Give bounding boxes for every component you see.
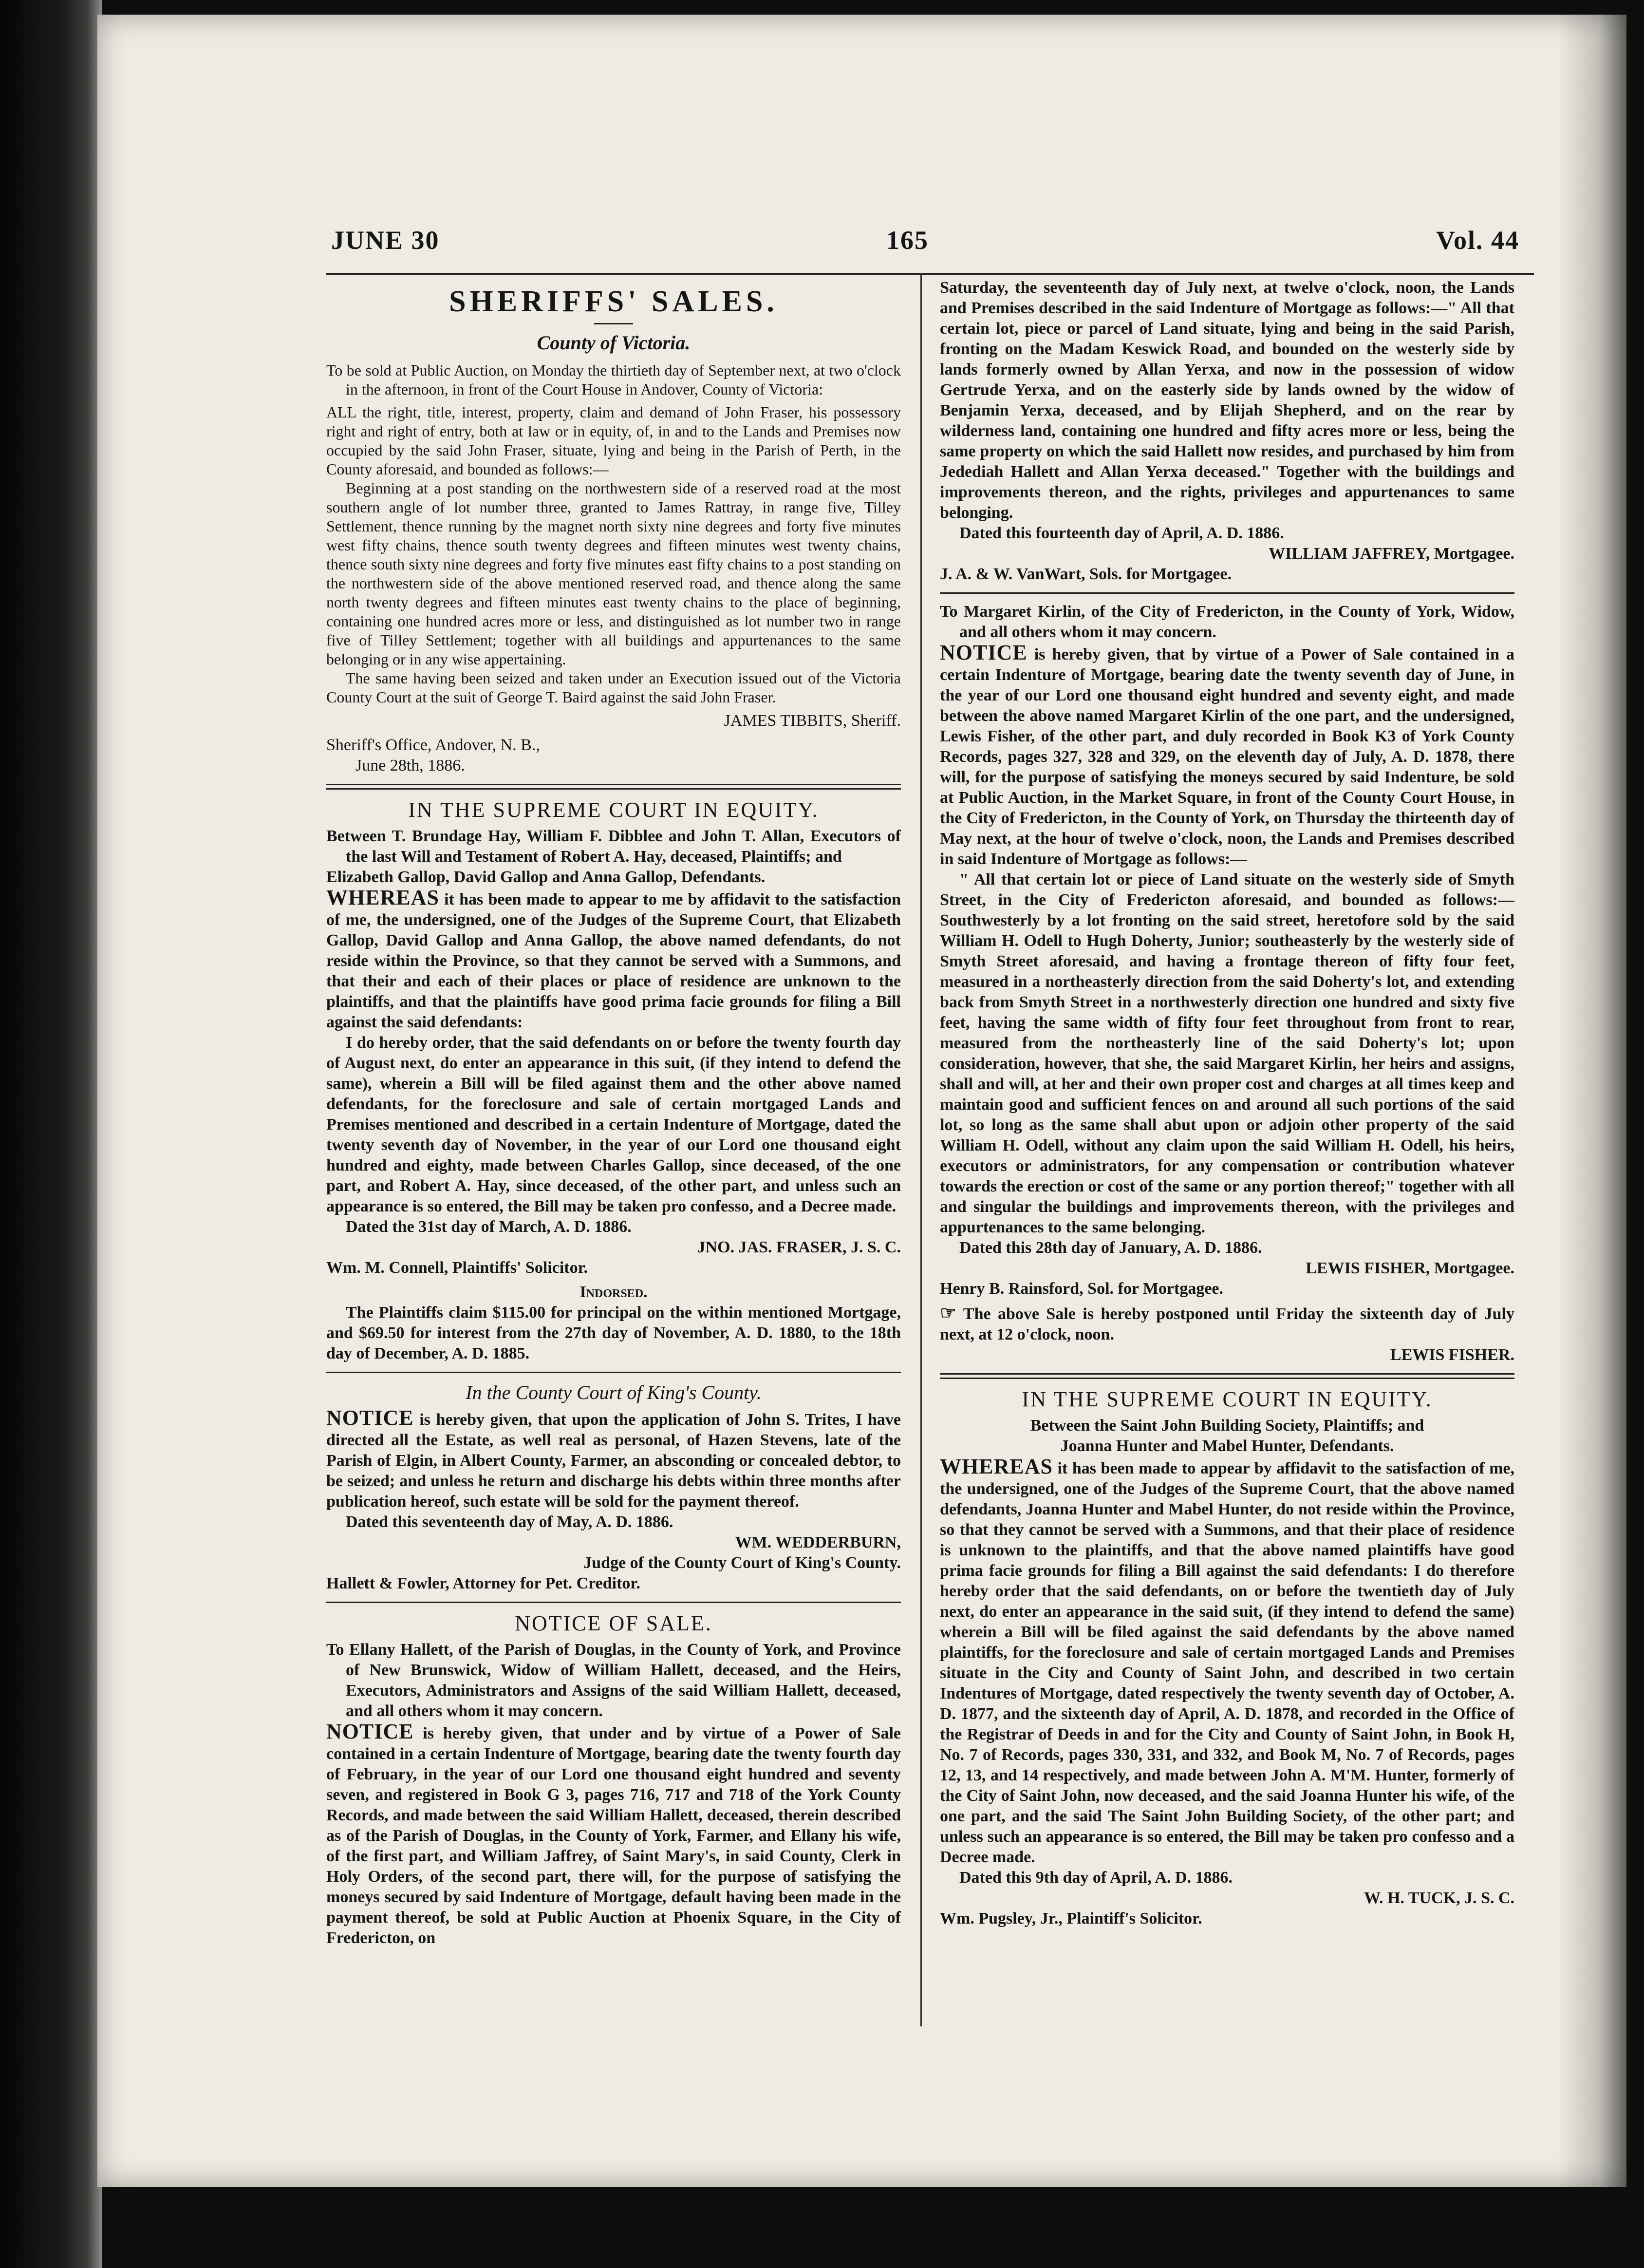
section-rule — [326, 1602, 901, 1603]
indorsed-heading: Indorsed. — [579, 1283, 648, 1301]
equity-dated: Dated this 9th day of April, A. D. 1886. — [959, 1869, 1233, 1887]
kings-county-title: In the County Court of King's County. — [466, 1381, 762, 1403]
kings-dated: Dated this seventeenth day of May, A. D. 1886. — [346, 1513, 673, 1531]
kirlin-postponed-signature: LEWIS FISHER. — [1390, 1346, 1514, 1364]
newspaper-page — [97, 15, 1626, 2187]
section-rule — [326, 1372, 901, 1373]
sale-continued-body: Saturday, the seventeenth day of July next, at twelve o'clock, noon, the Lands and Premises described in the said Indenture of Mortgage as follows:—" All that certain lot, piece or parcel of Land situate, lying and being in the said Parish, fronting on the Madam Keswick Road, and bounded on the westerly side by lands formerly owned by Allan Yerxa, and now in the possession of widow Gertrude Yerxa, and on the easterly side by lands owned by the widow of Benjamin Yerxa, deceased, and by Elijah Shepherd, and on the rear by wilderness land, containing one hundred and fifty acres more or less, being the same property on which the said Hallett now resides, and purchased by him from Jedediah Hallett and Allan Yerxa deceased." Together with the buildings and improvements thereon, and the rights, privileges and appurtenances to same belonging. — [940, 279, 1514, 522]
equity-solicitor: Wm. Pugsley, Jr., Plaintiff's Solicitor. — [940, 1909, 1202, 1928]
sale-body: is hereby given, that under and by virtue of a Power of Sale contained in a certain Indenture of Mortgage, bearing date the twenty fourth day of February, in the year of our Lord one thousand eight hundred and seventy seven, and registered in Book G 3, pages 716, 717 and 718 of the York County Records, and made between the said William Hallett, deceased, therein described as of the Parish of Douglas, in the County of York, Farmer, and Ellany his wife, of the first part, and William Jaffrey, of Saint Mary's, in said County, Clerk in Holy Orders, of the second part, there will, for the purpose of satisfying the moneys secured by said Indenture of Mortgage, default having been made in the payment thereof, be sold at Public Auction at Phoenix Square, in the City of Fredericton, on — [326, 1724, 901, 1947]
sheriff-signature: JAMES TIBBITS, Sheriff. — [724, 712, 901, 730]
kirlin-body-1: is hereby given, that by virtue of a Power of Sale contained in a certain Indenture of Mortgage, bearing date the twenty seventh day of June, in the year of our Lord one thousand eight hundred and seventy eight, and made between the above named Margaret Kirlin of the one part, and the undersigned, Lewis Fisher, of the other part, and duly recorded in Book K3 of York County Records, pages 327, 328 and 329, on the eleventh day of July, A. D. 1878, there will, for the purpose of satisfying the moneys secured by said Indenture, be sold at Public Auction, in the Market Square, in front of the County Court House, in the City of Fredericton, in the County of York, on Thursday the thirteenth day of May next, at the hour of twelve o'clock, noon, the Lands and Premises described in said Indenture of Mortgage as follows:— — [940, 645, 1514, 868]
title-rule — [594, 323, 633, 324]
left-column — [326, 278, 901, 2026]
equity-parties-1: Between the Saint John Building Society, Plaintiffs; and — [1030, 1417, 1424, 1435]
sheriff-intro: To be sold at Public Auction, on Monday the thirtieth day of September next, at two o'clock in the afternoon, in front of the Court House in Andover, County of Victoria: — [326, 361, 901, 398]
equity-dated: Dated the 31st day of March, A. D. 1886. — [346, 1218, 632, 1236]
section-rule — [326, 784, 901, 790]
equity-notice-hay — [326, 797, 901, 1364]
equity-title: IN THE SUPREME COURT IN EQUITY. — [1022, 1387, 1433, 1411]
page-header — [326, 219, 1534, 275]
equity-parties-1: Between T. Brundage Hay, William F. Dibblee and John T. Allan, Executors of the last Will and Testament of Robert A. Hay, deceased, Plaintiffs; and — [326, 827, 901, 866]
sheriff-paragraph-3: The same having been seized and taken under an Execution issued out of the Victoria County Court at the suit of George T. Baird against the said John Fraser. — [326, 669, 901, 706]
notice-of-sale-hallett — [326, 1611, 901, 1948]
kirlin-body-2: " All that certain lot or piece of Land situate on the westerly side of Smyth Street, in the City of Fredericton aforesaid, and bounded as follows:—Southwesterly by a lot fronting on the said street, heretofore sold by the said William H. Odell to Hugh Doherty, Junior; southeasterly by the westerly side of Smyth Street aforesaid, and having a frontage thereon of fifty four feet, measured in a northeasterly direction from the said Doherty's lot, and extending back from Smyth Street in a northwesterly direction one hundred and sixty five feet, having the same width of fifty four feet throughout from front to rear, measured from the northeasterly line of the said Doherty's lot; upon consideration, however, that she, the said Margaret Kirlin, her heirs and assigns, shall and will, at her and their own proper cost and charges at all times keep and maintain good and sufficient fences on and around all such portions of the said lot, so long as the same shall abut upon or adjoin other property of the said William H. Odell, without any claim upon the said William H. Odell, his heirs, executors or administrators, for any compensation or contribution whatever towards the erection or cost of the same or any portion thereof;" together with all and singular the buildings and improvements thereon, with the privileges and appurtenances to the same belonging. — [940, 870, 1514, 1236]
kings-attorney: Hallett & Fowler, Attorney for Pet. Creditor. — [326, 1574, 640, 1592]
notice-lead: NOTICE — [326, 1406, 414, 1430]
sheriff-office-date: June 28th, 1886. — [355, 756, 465, 775]
equity-judge: W. H. TUCK, J. S. C. — [1364, 1889, 1514, 1907]
column-divider — [920, 273, 922, 2026]
pointing-hand-icon: ☞ — [940, 1303, 957, 1323]
whereas-lead: WHEREAS — [326, 886, 439, 909]
equity-body: it has been made to appear by affidavit to the satisfaction of me, the undersigned, one of the Judges of the Supreme Court, that the above named defendants, Joanna Hunter and Mabel Hunter, do not reside within the Province, so that they cannot be served with a Summons, and that their place of residence is unknown to the plaintiffs, and that the above named plaintiffs have good prima facie grounds for filing a Bill against the said defendants: I do therefore hereby order that the said defendants, on or before the twentieth day of July next, do enter an appearance in the said suit, (if they intend to defend the same) wherein a Bill will be filed against the said defendants by the above named plaintiffs, for the foreclosure and sale of certain mortgaged Lands and Premises situate in the City and County of Saint John, and described in two certain Indentures of Mortgage, dated respectively the twenty seventh day of October, A. D. 1877, and the sixteenth day of April, A. D. 1878, and recorded in the Office of the Registrar of Deeds in and for the City and County of Saint John, in Book H, No. 7 of Records, pages 330, 331, and 332, and Book M, No. 7 of Records, pages 12, 13, and 14 respectively, and made between John A. M'M. Hunter, formerly of the City of Saint John, now deceased, and the said Joanna Hunter his wife, of the one part, and the said The Saint John Building Society, of the other part; and unless such an appearance is so entered, the Bill may be taken pro confesso and a Decree made. — [940, 1459, 1514, 1866]
county-heading: County of Victoria. — [537, 332, 691, 354]
header-page-number: 165 — [886, 226, 929, 255]
equity-parties-2: Joanna Hunter and Mabel Hunter, Defendants. — [1060, 1437, 1394, 1455]
kirlin-solicitor: Henry B. Rainsford, Sol. for Mortgagee. — [940, 1280, 1224, 1298]
kings-body: is hereby given, that upon the application of John S. Trites, I have directed all the Estate, as well real as personal, of Hazen Stevens, late of the Parish of Elgin, in Albert County, Farmer, an absconding or concealed debtor, to be seized; and unless he return and discharge his debts within three months after publication hereof, such estate will be sold for the payment thereof. — [326, 1411, 901, 1511]
indorsed-text: The Plaintiffs claim $115.00 for principal on the within mentioned Mortgage, and $69.50 for interest from the 27th day of November, A. D. 1880, to the 18th day of December, A. D. 1885. — [326, 1304, 901, 1362]
right-column — [940, 278, 1514, 2026]
equity-body-1: it has been made to appear to me by affidavit to the satisfaction of me, the undersigned, one of the Judges of the Supreme Court, that Elizabeth Gallop, David Gallop and Anna Gallop, the above named defendants, do not reside within the Province, so that they cannot be served with a Summons, and that their and each of their places or place of residence are unknown to the plaintiffs, and that the plaintiffs have good prima facie grounds for filing a Bill against the said defendants: — [326, 890, 901, 1031]
scan-background — [0, 0, 102, 2268]
kirlin-dated: Dated this 28th day of January, A. D. 1886. — [959, 1239, 1262, 1257]
sale-to: To Ellany Hallett, of the Parish of Douglas, in the County of York, and Province of New Brunswick, Widow of William Hallett, deceased, and the Heirs, Executors, Administrators and Assigns of the said William Hallett, deceased, and all others whom it may concern. — [326, 1641, 901, 1720]
page-content — [326, 219, 1534, 2031]
equity-body-2: I do hereby order, that the said defendants on or before the twenty fourth day of August next, do enter an appearance in this suit, (if they intend to defend the same), wherein a Bill will be filed against them and the other above named defendants, for the foreclosure and sale of certain mortgaged Lands and Premises mentioned and described in a certain Indenture of Mortgage, dated the twenty seventh day of November, in the year of our Lord one thousand eight hundred and eighty, made between Charles Gallop, since deceased, of the one part, and Robert A. Hay, since deceased, of the other part, and unless such an appearance is so entered, the Bill may be taken pro confesso, and a Decree made. — [326, 1034, 901, 1215]
sheriff-sale-notice — [326, 284, 901, 776]
header-date: JUNE 30 — [331, 226, 440, 255]
sheriff-paragraph-1: ALL the right, title, interest, property, claim and demand of John Fraser, his possessory right and right of entry, both at law or in equity, of, in and to the Lands and Premises now occupied by the said John Fraser, situate, lying and being in the Parish of Perth, in the County aforesaid, and bounded as follows:— — [326, 403, 901, 478]
header-volume: Vol. 44 — [1436, 226, 1519, 255]
notice-of-sale-continued — [940, 278, 1514, 585]
sale-continued-signature: WILLIAM JAFFREY, Mortgagee. — [1269, 545, 1514, 563]
notice-lead: NOTICE — [940, 641, 1028, 664]
kings-role: Judge of the County Court of King's County. — [583, 1554, 901, 1572]
page-fold-shadow — [1558, 15, 1626, 2187]
sheriff-office: Sheriff's Office, Andover, N. B., — [326, 736, 540, 754]
equity-judge: JNO. JAS. FRASER, J. S. C. — [697, 1238, 901, 1256]
equity-parties-2: Elizabeth Gallop, David Gallop and Anna Gallop, Defendants. — [326, 868, 766, 886]
kirlin-notice — [940, 602, 1514, 1365]
kirlin-to: To Margaret Kirlin, of the City of Fredericton, in the County of York, Widow, and all others whom it may concern. — [940, 603, 1514, 641]
notice-lead: NOTICE — [326, 1720, 414, 1743]
kirlin-signature: LEWIS FISHER, Mortgagee. — [1306, 1259, 1514, 1277]
section-rule — [940, 1373, 1514, 1379]
equity-title: IN THE SUPREME COURT IN EQUITY. — [408, 798, 819, 822]
section-rule — [940, 592, 1514, 594]
equity-solicitor: Wm. M. Connell, Plaintiffs' Solicitor. — [326, 1259, 588, 1277]
equity-notice-hunter — [940, 1387, 1514, 1929]
kirlin-postponed: The above Sale is hereby postponed until Friday the sixteenth day of July next, at 12 o'clock, noon. — [940, 1305, 1514, 1343]
whereas-lead: WHEREAS — [940, 1455, 1053, 1478]
sheriff-sale-title: SHERIFFS' SALES. — [449, 285, 778, 318]
kings-name: WM. WEDDERBURN, — [735, 1533, 901, 1551]
sale-title: NOTICE OF SALE. — [515, 1611, 712, 1635]
sheriff-paragraph-2: Beginning at a post standing on the northwestern side of a reserved road at the most southern angle of lot number three, granted to James Rattray, in range five, Tilley Settlement, thence running by the magnet north sixty nine degrees and forty five minutes west fifty chains, thence south twenty degrees and fifteen minutes west twenty chains, thence south sixty nine degrees and forty five minutes east fifty chains to a post standing on the northwestern side of the above mentioned reserved road, and thence along the same north twenty degrees and fifteen minutes east twenty chains to the place of beginning, containing one hundred acres more or less, and distinguished as lot number two in range five of Tilley Settlement; together with all buildings and appurtenances to the same belonging or in any wise appertaining. — [326, 479, 901, 668]
sale-continued-dated: Dated this fourteenth day of April, A. D. 1886. — [959, 524, 1284, 542]
sale-continued-solicitors: J. A. & W. VanWart, Sols. for Mortgagee. — [940, 565, 1232, 583]
kings-county-notice — [326, 1381, 901, 1594]
